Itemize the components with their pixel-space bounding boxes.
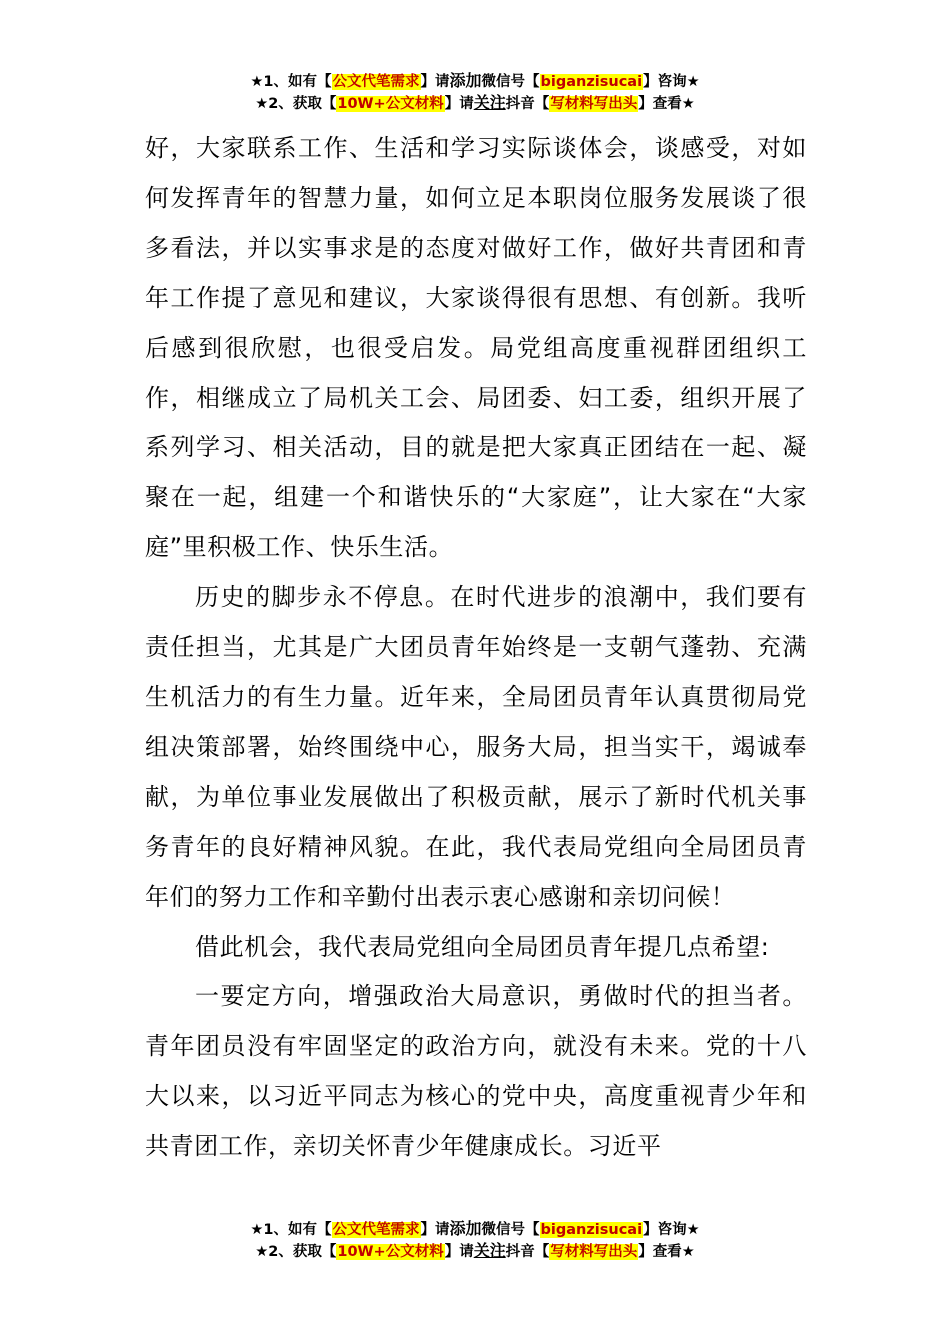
banner-line-1	[0, 1218, 950, 1240]
banner-highlight: 公文代笔需求	[332, 1222, 420, 1238]
banner-wechat-id: biganzisucai	[540, 74, 643, 90]
banner-text: ★1、如有【	[250, 1222, 332, 1238]
banner-emphasis: 添加	[449, 71, 482, 90]
banner-text: ★2、获取【	[255, 1244, 337, 1260]
banner-wechat-id: biganzisucai	[540, 1222, 643, 1238]
banner-text: ★2、获取【	[255, 96, 337, 112]
banner-highlight: 10W+公文材料	[337, 96, 444, 112]
banner-text: 微信号【	[481, 1222, 540, 1238]
paragraph: 一要定方向，增强政治大局意识，勇做时代的担当者。青年团员没有牢固坚定的政治方向，就没有未来。党的十八大以来，以习近平同志为核心的党中央，高度重视青少年和共青团工作，亲切关怀青少年健康成长。习近平	[145, 982, 807, 1161]
banner-emphasis: 关注	[473, 93, 506, 112]
banner-emphasis: 关注	[473, 1241, 506, 1260]
paragraph: 借此机会，我代表局党组向全局团员青年提几点希望:	[195, 932, 770, 961]
paragraph: 好，大家联系工作、生活和学习实际谈体会，谈感受，对如何发挥青年的智慧力量，如何立足本职岗位服务发展谈了很多看法，并以实事求是的态度对做好工作，做好共青团和青年工作提了意见和建议，大家谈得很有思想、有创新。我听后感到很欣慰，也很受启发。局党组高度重视群团组织工作，相继成立了局机关工会、局团委、妇工委，组织开展了系列学习、相关活动，目的就是把大家真正团结在一起、凝聚在一起，组建一个和谐快乐的“大家庭”，让大家在“大家庭”里积极工作、快乐生活。	[145, 134, 807, 562]
document-body	[145, 124, 807, 1172]
footer-banner	[0, 1218, 950, 1262]
banner-text: 】请	[444, 1244, 474, 1260]
banner-highlight: 10W+公文材料	[337, 1244, 444, 1260]
banner-text: 】查看★	[638, 96, 695, 112]
banner-text: 抖音【	[505, 1244, 550, 1260]
header-banner	[0, 70, 950, 114]
banner-douyin-account: 写材料写出头	[550, 1244, 638, 1260]
banner-text: 】查看★	[638, 1244, 695, 1260]
paragraph: 历史的脚步永不停息。在时代进步的浪潮中，我们要有责任担当，尤其是广大团员青年始终是一支朝气蓬勃、充满生机活力的有生力量。近年来，全局团员青年认真贯彻局党组决策部署，始终围绕中心，服务大局，担当实干，竭诚奉献，为单位事业发展做出了积极贡献，展示了新时代机关事务青年的良好精神风貌。在此，我代表局党组向全局团员青年们的努力工作和辛勤付出表示衷心感谢和亲切问候！	[145, 583, 807, 911]
banner-line-2	[0, 1240, 950, 1262]
banner-text: 微信号【	[481, 74, 540, 90]
banner-text: 】请	[444, 96, 474, 112]
banner-text: 】咨询★	[643, 1222, 700, 1238]
banner-text: ★1、如有【	[250, 74, 332, 90]
banner-text: 】请	[420, 1222, 450, 1238]
banner-line-2	[0, 92, 950, 114]
banner-text: 】咨询★	[643, 74, 700, 90]
banner-highlight: 公文代笔需求	[332, 74, 420, 90]
banner-douyin-account: 写材料写出头	[550, 96, 638, 112]
banner-emphasis: 添加	[449, 1219, 482, 1238]
banner-text: 抖音【	[505, 96, 550, 112]
banner-line-1	[0, 70, 950, 92]
banner-text: 】请	[420, 74, 450, 90]
